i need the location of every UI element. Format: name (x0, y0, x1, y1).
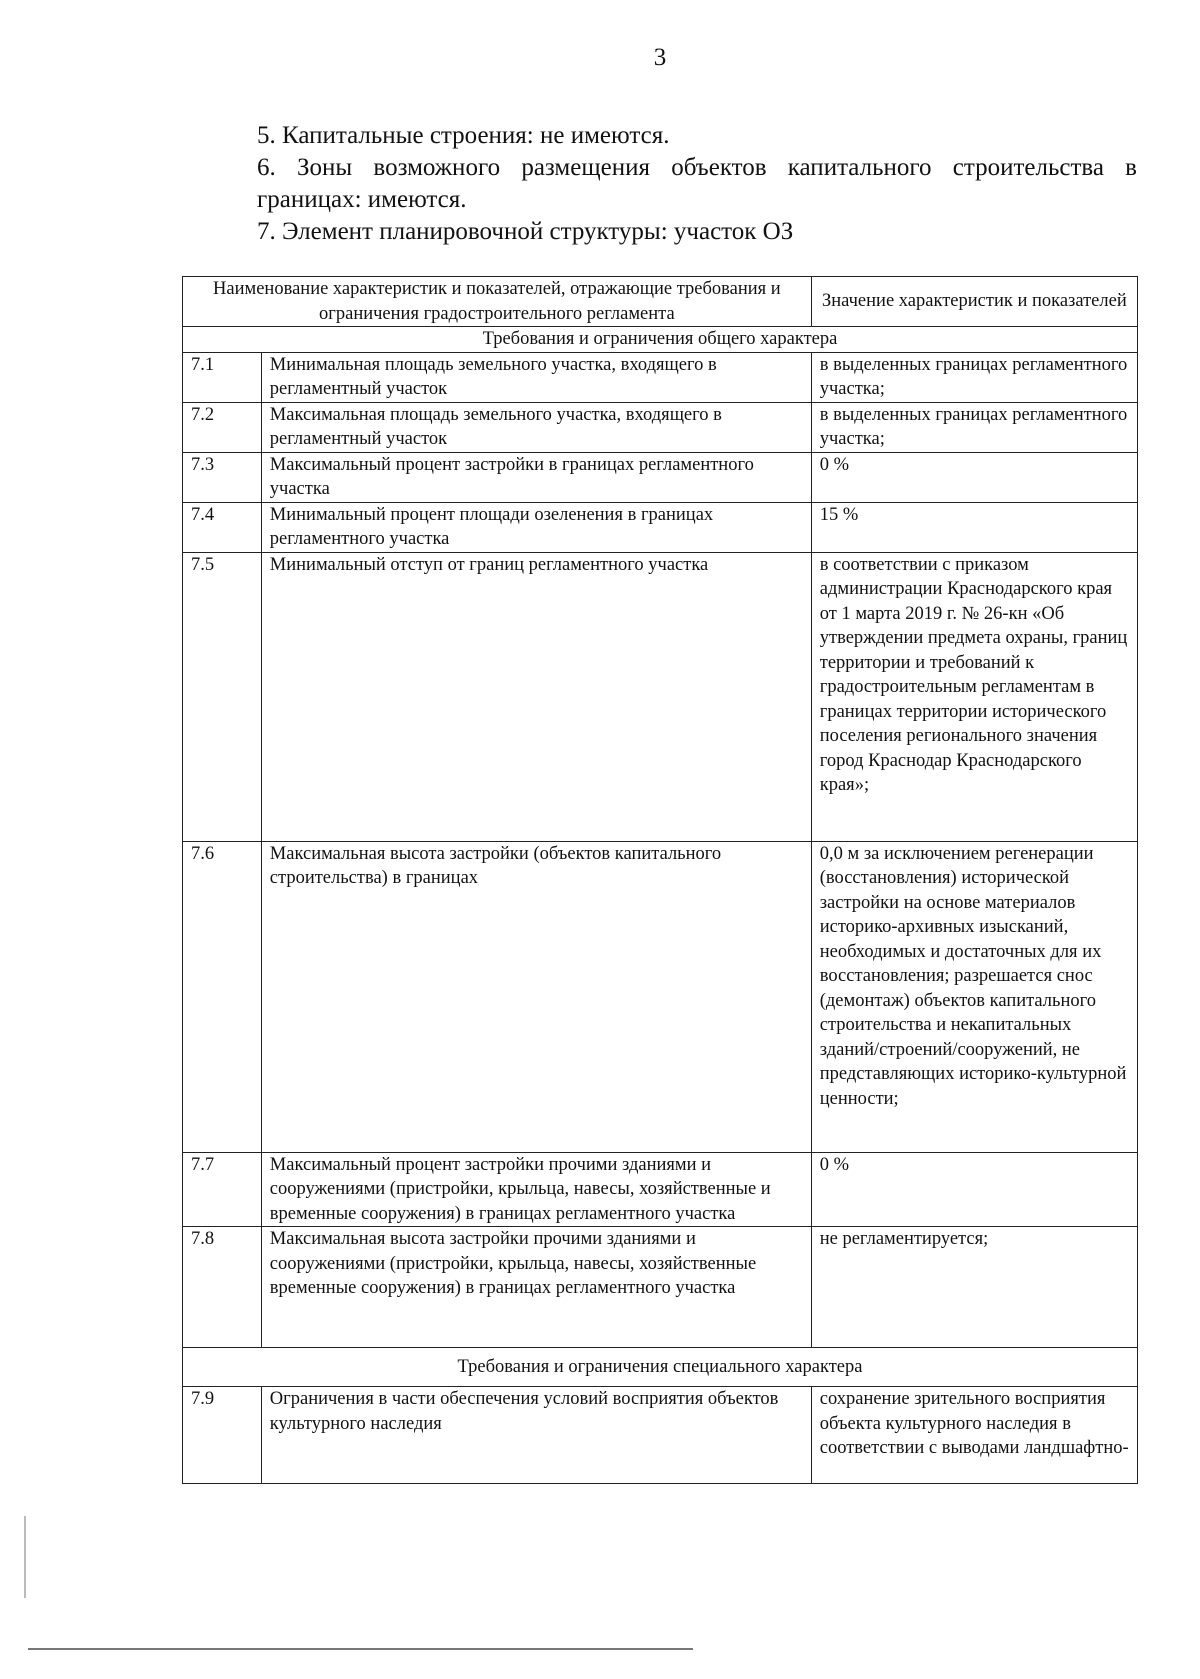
header-characteristics: Наименование характеристик и показателей, отражающие требования и ограничения градостроительного регламента (183, 277, 812, 327)
row-name: Минимальная площадь земельного участка, входящего в регламентный участок (261, 352, 811, 402)
regulation-table (182, 276, 1138, 1484)
row-name: Максимальная высота застройки прочими зданиями и сооружениями (пристройки, крыльца, навесы, хозяйственные временные сооружения) в границах регламентного участка (261, 1227, 811, 1348)
header-values: Значение характеристик и показателей (811, 277, 1137, 327)
row-value: 0 % (811, 1152, 1137, 1227)
paragraph-planning-element: 7. Элемент планировочной структуры: участок ОЗ (257, 218, 794, 245)
row-value: сохранение зрительного восприятия объекта культурного наследия в соответствии с выводами ландшафтно- (811, 1387, 1137, 1484)
table-row (183, 502, 1138, 552)
table-row (183, 1152, 1138, 1227)
table-row (183, 452, 1138, 502)
table-row (183, 402, 1138, 452)
row-number: 7.9 (183, 1387, 262, 1484)
scan-edge-mark (24, 1516, 26, 1598)
row-value: в выделенных границах регламентного участка; (811, 402, 1137, 452)
row-name: Максимальный процент застройки в границах регламентного участка (261, 452, 811, 502)
footer-rule (28, 1648, 693, 1650)
row-number: 7.1 (183, 352, 262, 402)
row-name: Максимальная площадь земельного участка, входящего в регламентный участок (261, 402, 811, 452)
row-value: 0 % (811, 452, 1137, 502)
row-name: Максимальный процент застройки прочими зданиями и сооружениями (пристройки, крыльца, навесы, хозяйственные и временные сооружения) в границах регламентного участка (261, 1152, 811, 1227)
row-name: Максимальная высота застройки (объектов капитального строительства) в границах (261, 841, 811, 1152)
section-special-title: Требования и ограничения специального характера (183, 1348, 1138, 1387)
table-row (183, 552, 1138, 841)
section-general-row (183, 327, 1138, 353)
row-name: Минимальный отступ от границ регламентного участка (261, 552, 811, 841)
section-special-row (183, 1348, 1138, 1387)
table-row (183, 1227, 1138, 1348)
row-number: 7.5 (183, 552, 262, 841)
row-name: Ограничения в части обеспечения условий восприятия объектов культурного наследия (261, 1387, 811, 1484)
row-value: 15 % (811, 502, 1137, 552)
row-number: 7.3 (183, 452, 262, 502)
table-row (183, 1387, 1138, 1484)
paragraph-capital-buildings: 5. Капитальные строения: не имеются. (257, 122, 670, 149)
page-number: 3 (653, 44, 667, 71)
row-value: 0,0 м за исключением регенерации (восстановления) исторической застройки на основе материалов историко-архивных изысканий, необходимых и достаточных для их восстановления; разрешается снос (демонтаж) объектов капитального строительства и некапитальных зданий/строений/сооружений, не представляющих историко-культурной ценности; (811, 841, 1137, 1152)
row-value: в соответствии с приказом администрации Краснодарского края от 1 марта 2019 г. № 26-кн «Об утверждении предмета охраны, границ территории и требований к градостроительным регламентам в границах территории исторического поселения регионального значения город Краснодар Краснодарского края»; (811, 552, 1137, 841)
row-value: в выделенных границах регламентного участка; (811, 352, 1137, 402)
paragraph-placement-zones: 6. Зоны возможного размещения объектов капитального строительства в границах: имеются. (257, 154, 1137, 213)
row-number: 7.6 (183, 841, 262, 1152)
table-header-row (183, 277, 1138, 327)
row-name: Минимальный процент площади озеленения в границах регламентного участка (261, 502, 811, 552)
row-number: 7.4 (183, 502, 262, 552)
row-value: не регламентируется; (811, 1227, 1137, 1348)
row-number: 7.2 (183, 402, 262, 452)
section-general-title: Требования и ограничения общего характера (183, 327, 1138, 353)
row-number: 7.7 (183, 1152, 262, 1227)
row-number: 7.8 (183, 1227, 262, 1348)
table-row (183, 841, 1138, 1152)
table-row (183, 352, 1138, 402)
